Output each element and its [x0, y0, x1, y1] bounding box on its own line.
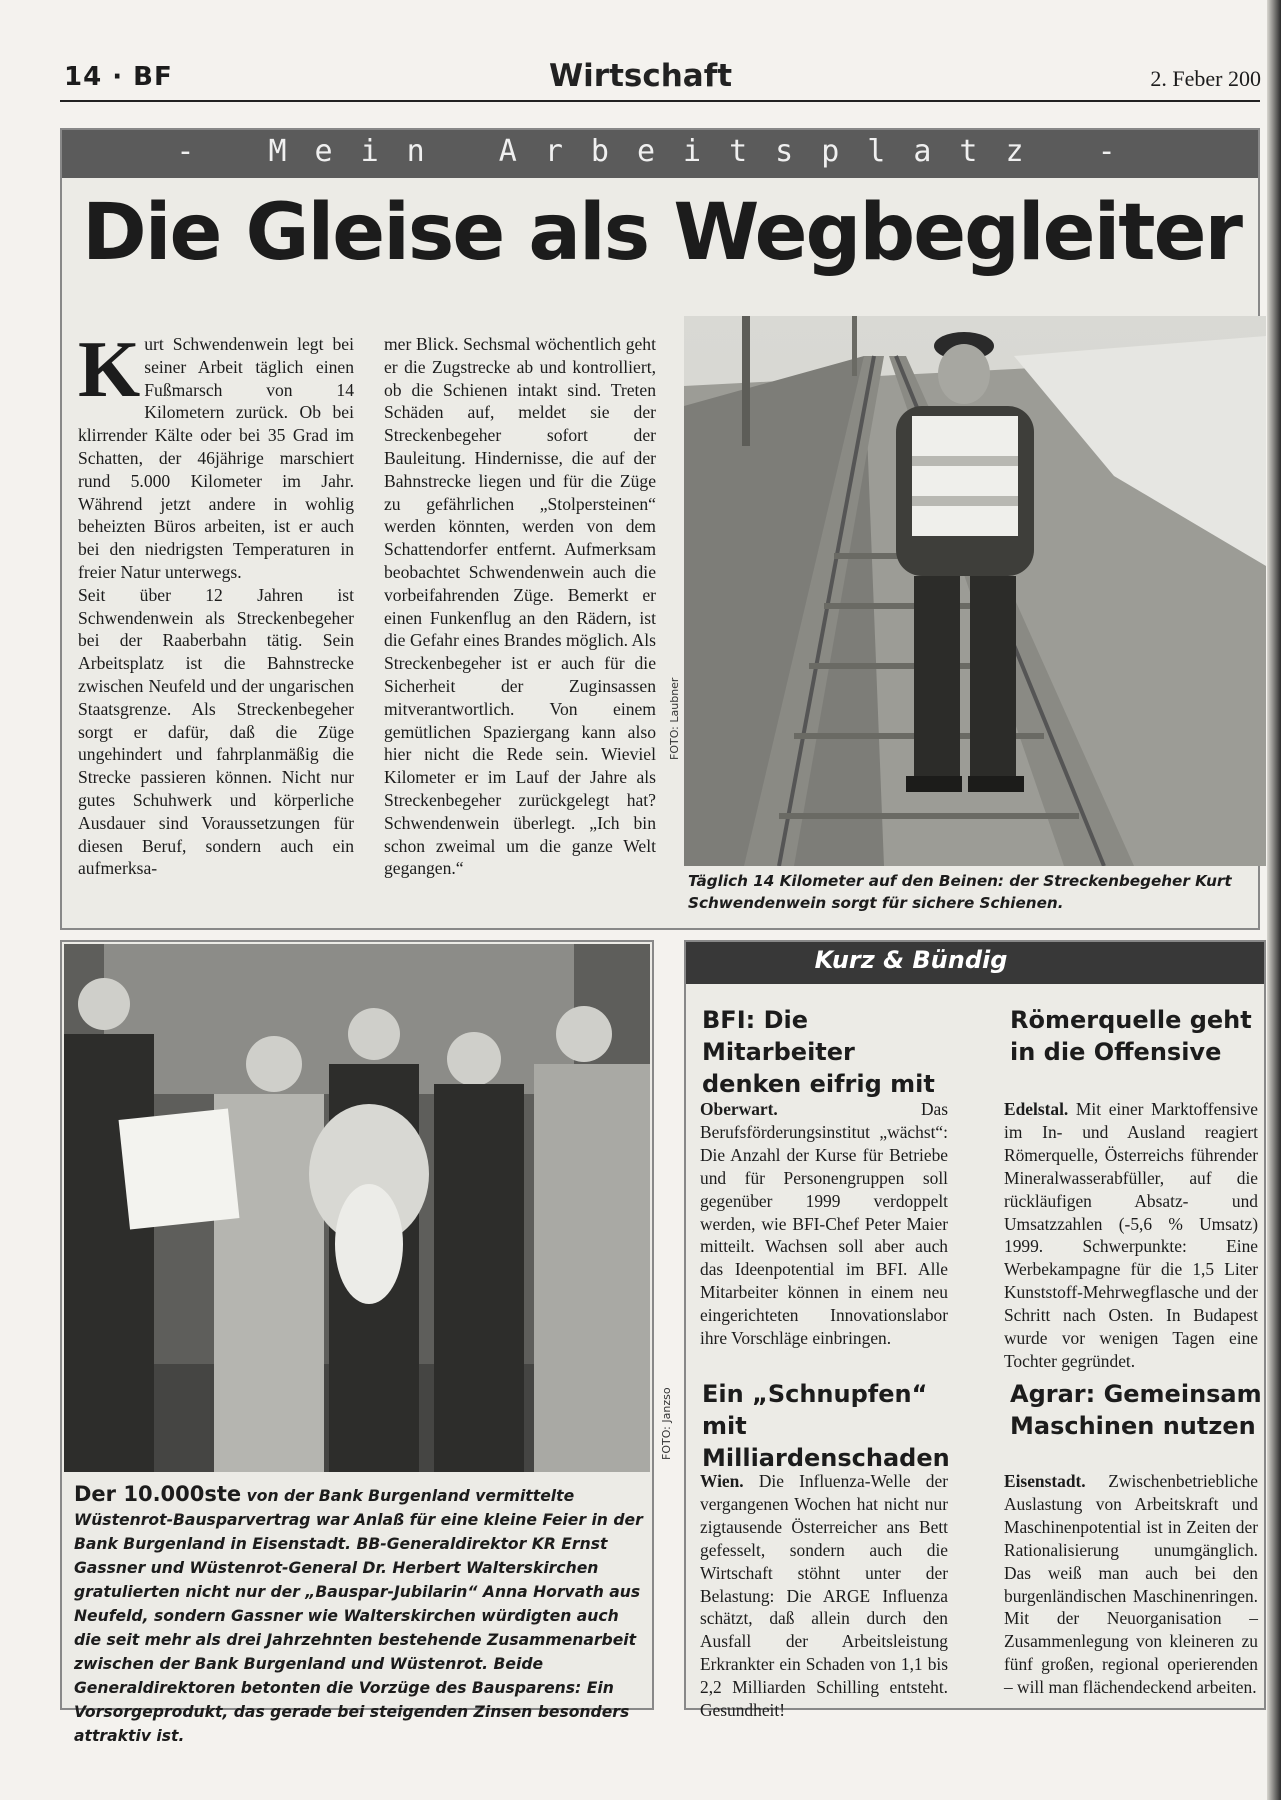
article-column-2: [384, 333, 656, 880]
kurz-buendig-title: Kurz & Bündig: [814, 946, 1008, 974]
news-item-heading: Ein „Schnupfen“ mit Milliardenschaden: [702, 1380, 950, 1472]
news-item-text: [700, 1098, 948, 1350]
caption-body: von der Bank Burgenland vermittelte Wüstenrot-Bausparvertrag war Anlaß für eine kleine Feier in der Bank Burgenland in Eisenstadt. BB-Generaldirektor KR Ernst Gassner und Wüstenrot-General Dr. Herbert Walterskirchen gratulierten nicht nur der „Bauspar-Jubilarin“ Anna Horvath aus Neufeld, sondern Gassner wie Walterskirchen würdigten auch die seit mehr als drei Jahrzehnten bestehende Zusammenarbeit zwischen der Bank Burgenland und Wüstenrot. Beide Generaldirektoren betonten die Vorzüge des Bausparens: Ein Vorsorgeprodukt, das gerade bei steigenden Zinsen besonders attraktiv ist.: [74, 1487, 643, 1745]
article-column-1: [78, 326, 354, 880]
news-item-place: Eisenstadt.: [1004, 1471, 1086, 1491]
header-rule: [60, 100, 1260, 102]
news-item-place: Wien.: [700, 1471, 744, 1491]
track-worker-photo: [684, 316, 1266, 866]
photo-caption: Täglich 14 Kilometer auf den Beinen: der Streckenbegeher Kurt Schwendenwein sorgt für sichere Schienen.: [688, 872, 1232, 912]
ceremony-caption: [74, 1482, 644, 1748]
news-item-text: [1004, 1098, 1258, 1373]
news-item-body: Zwischenbetriebliche Auslastung von Arbeitskraft und Maschinenpotential ist in Zeiten der Rationalisierung unumgänglich. Das weiß man auch bei den burgenländischen Maschinenringen. Mit der Neuorganisation – Zusammenlegung von kleineren zu fünf großen, regional operierenden – will man flächendeckend arbeiten.: [1004, 1471, 1258, 1698]
article-paragraph: Seit über 12 Jahren ist Schwendenwein als Streckenbegeher bei der Raaberbahn tätig. Sein Arbeitsplatz ist die Bahnstrecke zwischen Neufeld und der ungarischen Staatsgrenze. Als Streckenbegeher sorgt er dafür, daß die Züge ungehindert und fahrplanmäßig die Strecke passieren können. Nicht nur gutes Schuhwerk und körperliche Ausdauer sind Voraussetzungen für diesen Beruf, sondern auch ein aufmerksa-: [78, 584, 354, 879]
news-item-heading: Römerquelle geht in die Offensive: [1010, 1006, 1252, 1066]
photo-credit: FOTO: Janzso: [660, 1387, 673, 1460]
news-item-body: Mit einer Marktoffensive im In- und Ausland reagiert Römerquelle, Österreichs führender Mineralwasserabfüller, auf die rückläufigen Absatz- und Umsatzzahlen (-5,6 % Umsatz) 1999. Schwerpunkte: Eine Werbekampagne für die 1,5 Liter Kunststoff-Mehrwegflasche und der Schritt nach Osten. In Budapest wurde vor wenigen Tagen eine Tochter gegründet.: [1004, 1099, 1258, 1371]
article-paragraph: urt Schwendenwein legt bei seiner Arbeit täglich einen Fußmarsch von 14 Kilometern zurück. Ob bei klirrender Kälte oder bei 35 Grad im Schatten, der 46jährige marschiert rund 5.000 Kilometer im Jahr. Während jetzt andere in wohlig beheizten Büros arbeiten, ist er auch bei den niedrigsten Temperaturen in freier Natur unterwegs.: [78, 334, 354, 582]
news-item-body: Die Influenza-Welle der vergangenen Wochen hat nicht nur zigtausende Österreicher ans Bett gefesselt, sondern auch die Wirtschaft stöhnt unter der Belastung: Die ARGE Influenza schätzt, daß allein durch den Ausfall der Arbeitsleistung Erkrankter ein Schaden von 1,1 bis 2,2 Milliarden Schilling entsteht. Gesundheit!: [700, 1471, 948, 1721]
drop-cap: K: [78, 326, 141, 414]
news-item-heading: BFI: Die Mitarbeiter denken eifrig mit: [702, 1006, 935, 1098]
page-number: 14 · BF: [64, 62, 173, 92]
news-item-place: Oberwart.: [700, 1099, 778, 1119]
ceremony-photo: [64, 944, 650, 1472]
issue-date: 2. Feber 200: [1150, 66, 1261, 91]
news-item-text: [1004, 1470, 1258, 1699]
article-kicker: - Mein Arbeitsplatz -: [176, 134, 1144, 169]
caption-lead: Der 10.000ste: [74, 1482, 242, 1506]
news-item-place: Edelstal.: [1004, 1099, 1069, 1119]
news-item-body: Das Berufsförderungsinstitut „wächst“: Die Anzahl der Kurse für Betriebe und für Personengruppen soll gegenüber 1999 verdoppelt werden, wie BFI-Chef Peter Maier mitteilt. Wachsen soll aber auch das Ideenpotential im BFI. Alle Mitarbeiter können in einem neu eingerichteten Innovationslabor ihre Vorschläge einbringen.: [700, 1099, 948, 1349]
news-item-text: [700, 1470, 948, 1722]
article-paragraph: mer Blick. Sechsmal wöchentlich geht er die Zugstrecke ab und kontrolliert, ob die Schienen intakt sind. Treten Schäden auf, meldet sie der Streckenbegeher sofort der Bauleitung. Hindernisse, die auf der Bahnstrecke liegen und für die Züge zu gefährlichen „Stolpersteinen“ werden könnten, werden von dem Schattendorfer entfernt. Aufmerksam beobachtet Schwendenwein auch die vorbeifahrenden Züge. Bemerkt er einen Funkenflug an den Rädern, ist die Gefahr eines Brandes möglich. Als Streckenbegeher ist er auch für die Sicherheit der Zuginsassen mitverantwortlich. Von einem gemütlichen Spaziergang kann also hier nicht die Rede sein. Wieviel Kilometer er im Lauf der Jahre als Streckenbegeher zurückgelegt hat? Schwendenwein überlegt. „Ich bin schon zweimal um die ganze Welt gegangen.“: [384, 334, 656, 879]
news-item-heading: Agrar: Gemeinsam Maschinen nutzen: [1010, 1380, 1262, 1440]
photo-credit: FOTO: Laubner: [668, 677, 681, 760]
page-binding-shadow: [1267, 0, 1281, 1800]
article-headline: Die Gleise als Wegbegleiter: [82, 188, 1241, 278]
section-title: Wirtschaft: [548, 58, 733, 94]
track-worker-illustration: [684, 316, 1266, 866]
ceremony-illustration: [64, 944, 650, 1472]
